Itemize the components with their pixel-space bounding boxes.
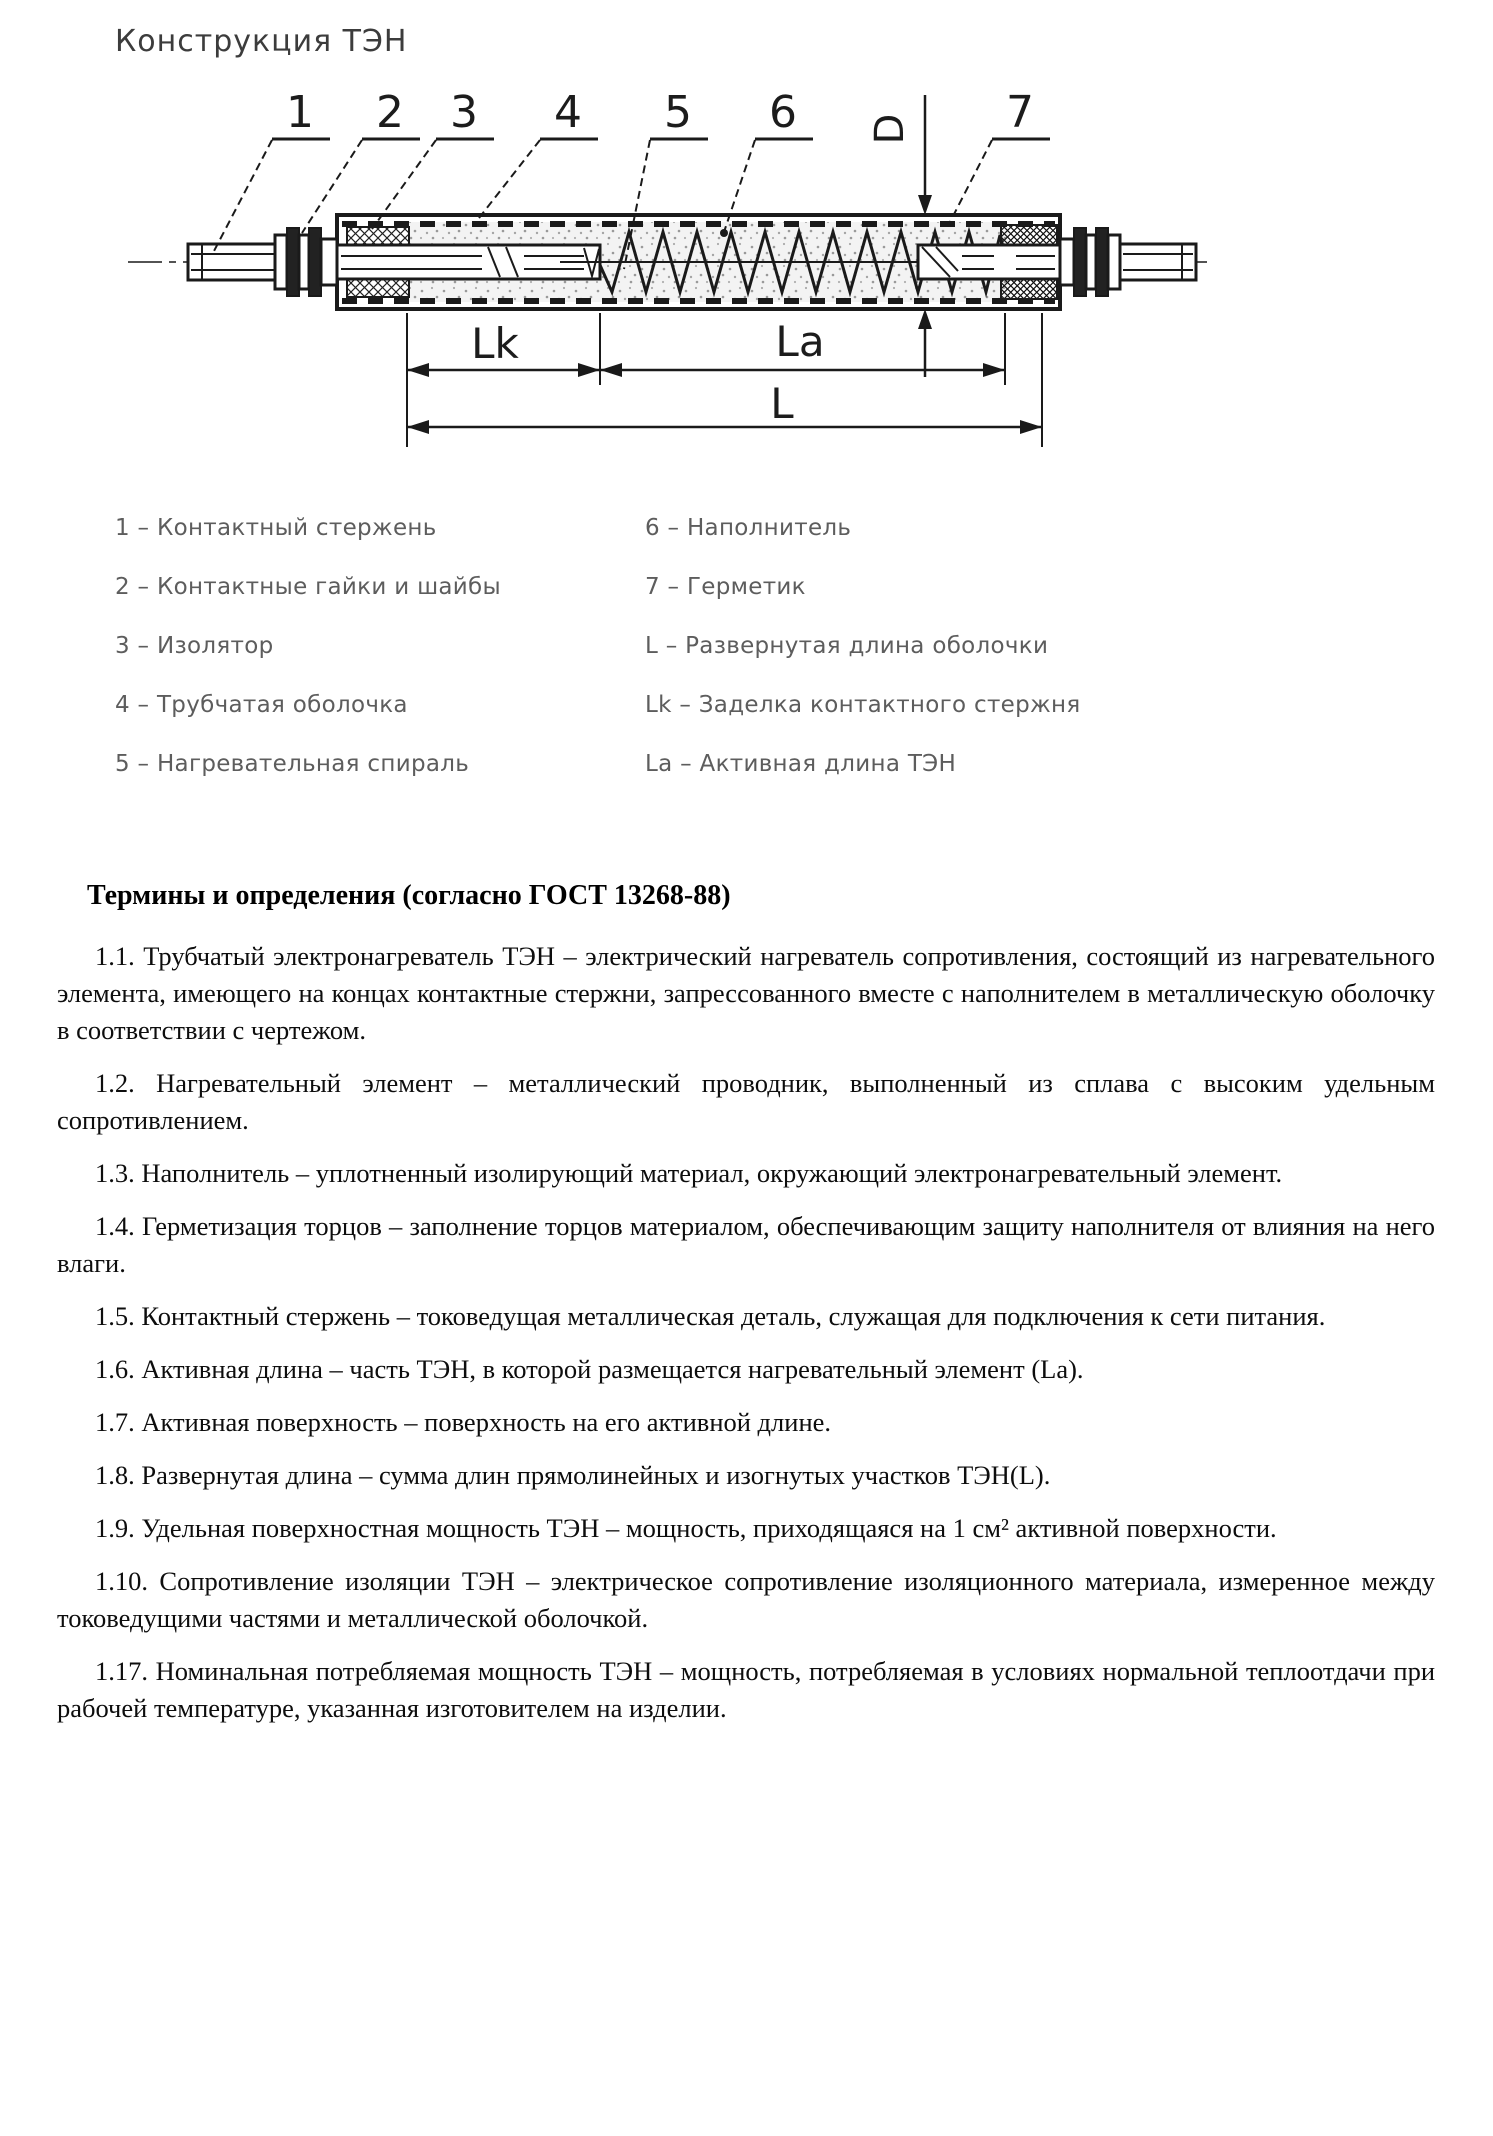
- callout-1: 1: [286, 87, 314, 138]
- contact-rod-right: [1120, 244, 1196, 280]
- legend-item: 3 – Изолятор: [115, 633, 274, 659]
- term-number: 1.1.: [95, 941, 135, 971]
- term-number: 1.5.: [95, 1301, 135, 1331]
- legend-item: Lk – Заделка контактного стержня: [645, 692, 1081, 718]
- term-text: Контактный стержень – токоведущая металлическая деталь, служащая для подключения к сети питания.: [141, 1301, 1326, 1331]
- callout-6: 6: [769, 87, 797, 138]
- washer: [1060, 239, 1074, 285]
- nut: [1074, 228, 1086, 296]
- term-text: Активная поверхность – поверхность на его активной длине.: [141, 1407, 832, 1437]
- term-paragraph: [57, 1155, 1435, 1192]
- sealant-block-bottom: [1001, 279, 1057, 299]
- callout-5: 5: [664, 87, 692, 138]
- term-number: 1.4.: [95, 1211, 135, 1241]
- callout-7: 7: [1006, 87, 1034, 138]
- term-text: Трубчатый электронагреватель ТЭН – электрический нагреватель сопротивления, состоящий из нагревательного элемента, имеющего на концах контактные стержни, запрессованного вместе с наполнителем в металлическую оболочку в соответствии с чертежом.: [57, 941, 1435, 1045]
- nut: [1096, 228, 1108, 296]
- term-paragraph: [57, 1510, 1435, 1547]
- term-paragraph: [57, 1065, 1435, 1139]
- dim-label-La: La: [775, 317, 825, 366]
- term-number: 1.17.: [95, 1656, 148, 1686]
- figure-legend: [115, 515, 1493, 777]
- legend-item: 2 – Контактные гайки и шайбы: [115, 574, 502, 600]
- callout-numbers: [286, 87, 1034, 138]
- callout-3: 3: [450, 87, 478, 138]
- term-text: Активная длина – часть ТЭН, в которой размещается нагревательный элемент (La).: [141, 1354, 1084, 1384]
- washer: [275, 235, 287, 289]
- legend-item: 1 – Контактный стержень: [115, 515, 437, 541]
- dim-label-L: L: [770, 379, 794, 428]
- term-paragraph: [57, 1563, 1435, 1637]
- term-text: Развернутая длина – сумма длин прямолинейных и изогнутых участков ТЭН(L).: [141, 1460, 1051, 1490]
- term-text: Наполнитель – уплотненный изолирующий материал, окружающий электронагревательный элемент.: [141, 1158, 1283, 1188]
- term-text: Нагревательный элемент – металлический проводник, выполненный из сплава с высоким удельным сопротивлением.: [57, 1068, 1435, 1135]
- term-number: 1.7.: [95, 1407, 135, 1437]
- term-paragraph: [57, 1208, 1435, 1282]
- term-text: Удельная поверхностная мощность ТЭН – мощность, приходящаяся на 1 см² активной поверхности.: [141, 1513, 1277, 1543]
- leader-dot: [720, 229, 728, 237]
- nut: [287, 228, 299, 296]
- term-text: Номинальная потребляемая мощность ТЭН – мощность, потребляемая в условиях нормальной теплоотдачи при рабочей температуре, указанная изготовителем на изделии.: [57, 1656, 1436, 1723]
- term-number: 1.3.: [95, 1158, 135, 1188]
- term-paragraph: [57, 1653, 1435, 1727]
- page-title: Конструкция ТЭН: [115, 24, 408, 59]
- term-number: 1.9.: [95, 1513, 135, 1543]
- callout-2: 2: [376, 87, 404, 138]
- dim-label-Lk: Lk: [471, 319, 519, 368]
- dimension-arrows: [407, 363, 1042, 434]
- heater-assembly: [128, 215, 1212, 309]
- ten-construction-diagram: [0, 61, 1493, 457]
- legend-item: La – Активная длина ТЭН: [645, 751, 957, 777]
- term-number: 1.8.: [95, 1460, 135, 1490]
- nut: [309, 228, 321, 296]
- legend-item: 4 – Трубчатая оболочка: [115, 692, 408, 718]
- term-paragraph: [57, 938, 1435, 1049]
- washer: [299, 235, 309, 289]
- term-text: Сопротивление изоляции ТЭН – электрическое сопротивление изоляционного материала, измеренное между токоведущими частями и металлической оболочкой.: [57, 1566, 1435, 1633]
- terms-section: [57, 880, 1435, 1727]
- term-paragraph: [57, 1404, 1435, 1441]
- term-number: 1.10.: [95, 1566, 148, 1596]
- term-text: Герметизация торцов – заполнение торцов материалом, обеспечивающим защиту наполнителя от влияния на него влаги.: [57, 1211, 1436, 1278]
- insulator-block-top: [347, 227, 409, 245]
- dim-label-D: D: [867, 113, 913, 145]
- insulator-block-bottom: [347, 279, 409, 297]
- legend-item: 5 – Нагревательная спираль: [115, 751, 470, 777]
- sealant-block-top: [1001, 225, 1057, 245]
- term-paragraph: [57, 1457, 1435, 1494]
- legend-item: L – Развернутая длина оболочки: [645, 633, 1049, 659]
- term-number: 1.6.: [95, 1354, 135, 1384]
- dimension-labels: [471, 317, 824, 428]
- legend-item: 7 – Герметик: [645, 574, 806, 600]
- washer: [321, 239, 337, 285]
- term-paragraph: [57, 1298, 1435, 1335]
- washer: [1086, 235, 1096, 289]
- term-number: 1.2.: [95, 1068, 135, 1098]
- term-paragraph: [57, 1351, 1435, 1388]
- terms-heading: Термины и определения (согласно ГОСТ 13268-88): [87, 880, 731, 911]
- callout-4: 4: [554, 87, 582, 138]
- legend-item: 6 – Наполнитель: [645, 515, 852, 541]
- washer: [1108, 235, 1120, 289]
